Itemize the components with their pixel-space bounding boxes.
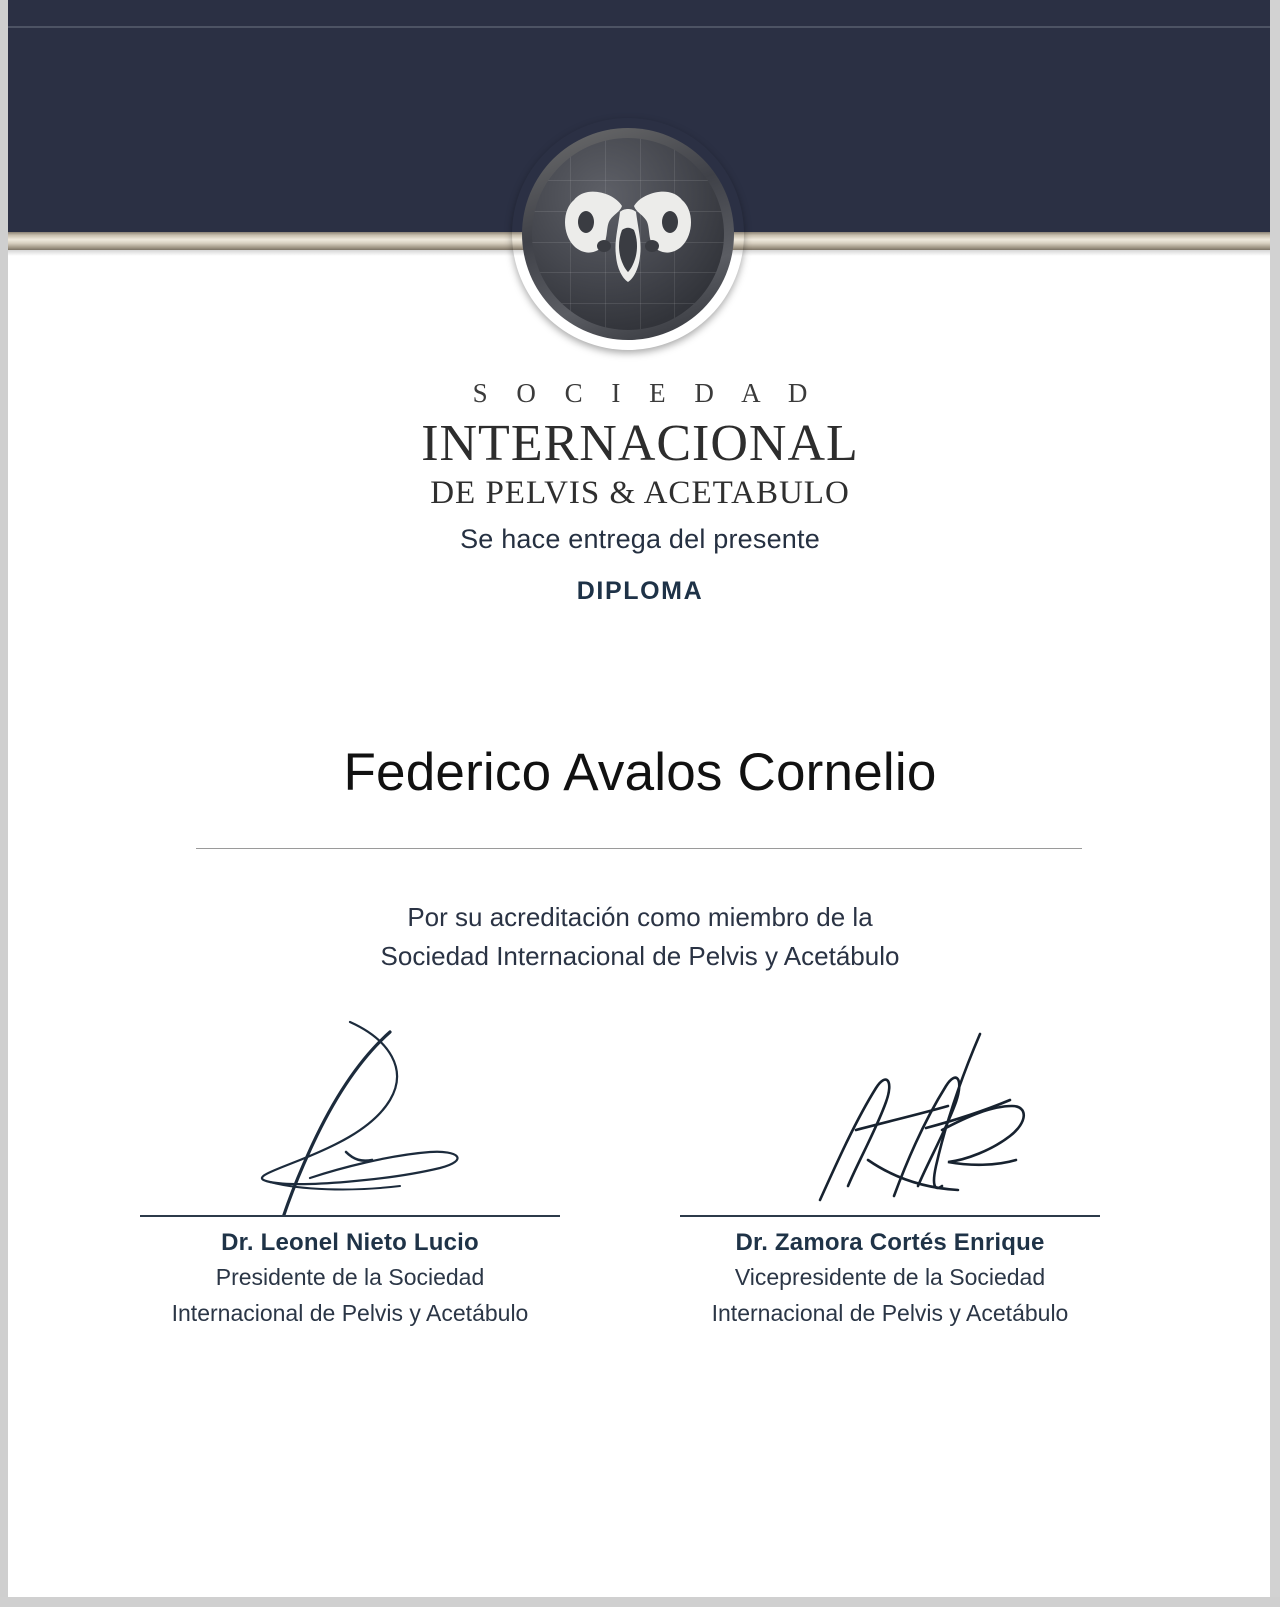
signature-rule-vicepresident xyxy=(680,1215,1100,1217)
citation-line-1: Por su acreditación como miembro de la xyxy=(407,902,873,932)
signature-name-vicepresident: Dr. Zamora Cortés Enrique xyxy=(735,1229,1045,1256)
paper-edge-right xyxy=(1270,0,1280,1607)
signature-icon xyxy=(680,1010,1100,1215)
org-line-de-pelvis-acetabulo: DE PELVIS & ACETABULO xyxy=(430,475,850,511)
recipient-name: Federico Avalos Cornelio xyxy=(343,743,937,802)
award-label: DIPLOMA xyxy=(576,577,704,605)
signature-role-president-line1: Presidente de la Sociedad xyxy=(215,1264,485,1290)
globe-icon xyxy=(532,138,724,330)
signature-rule-president xyxy=(140,1215,560,1217)
signature-block-vicepresident xyxy=(680,1010,1100,1329)
signature-icon xyxy=(140,1010,560,1215)
recipient-underline xyxy=(196,848,1082,849)
citation-block xyxy=(0,898,1280,976)
paper-edge-bottom xyxy=(0,1597,1280,1607)
signature-name-president: Dr. Leonel Nieto Lucio xyxy=(221,1229,479,1256)
signature-role-vicepresident-line2: Internacional de Pelvis y Acetábulo xyxy=(711,1300,1069,1326)
paper-edge-left xyxy=(0,0,8,1607)
presentation-line: Se hace entrega del presente xyxy=(460,524,820,554)
emblem xyxy=(512,118,744,350)
signature-block-president xyxy=(140,1010,560,1329)
org-line-internacional: INTERNACIONAL xyxy=(421,415,859,472)
signature-role-vicepresident-line1: Vicepresidente de la Sociedad xyxy=(734,1264,1046,1290)
signature-role-president-line2: Internacional de Pelvis y Acetábulo xyxy=(171,1300,529,1326)
organization-title-block xyxy=(0,378,1280,606)
citation-line-2: Sociedad Internacional de Pelvis y Acetábulo xyxy=(380,941,900,971)
pelvis-icon xyxy=(560,184,696,286)
header-band-accent-line xyxy=(8,26,1270,28)
org-line-sociedad: S O C I E D A D xyxy=(472,378,819,408)
